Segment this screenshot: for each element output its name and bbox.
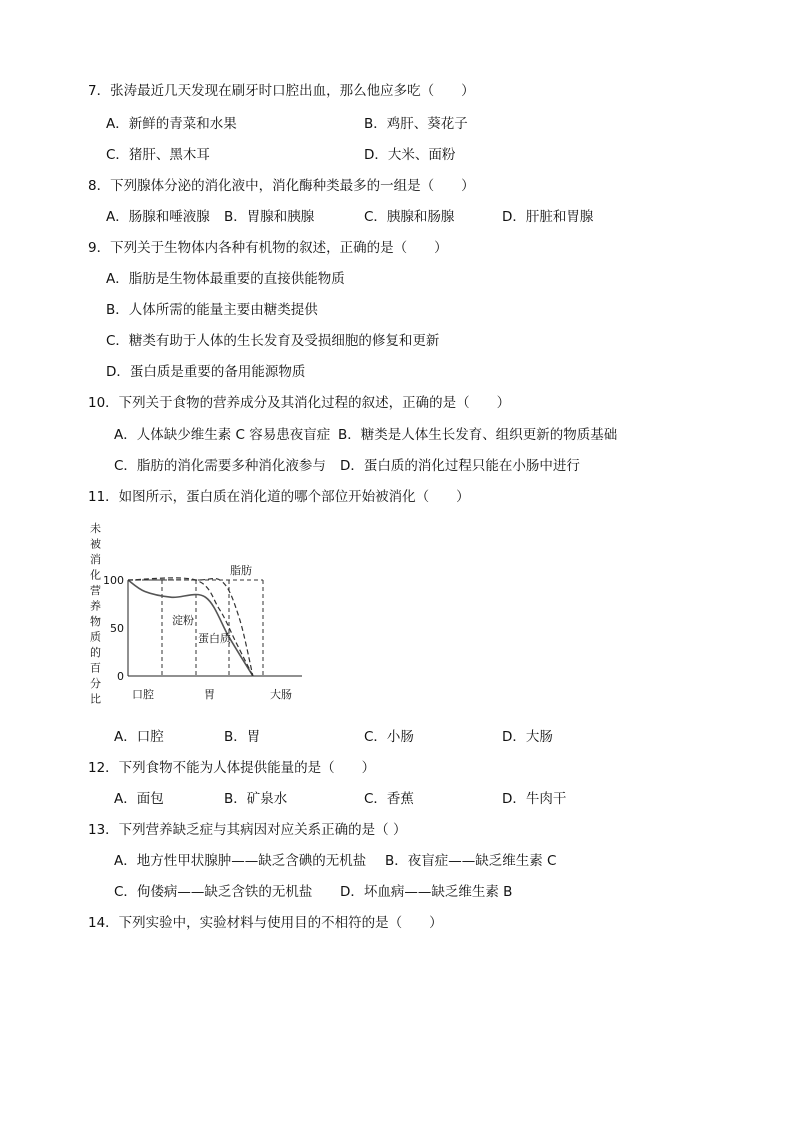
y-axis-label-char: 比	[90, 692, 101, 706]
y-axis-label-char: 养	[90, 599, 101, 613]
x-label-mouth: 口腔	[132, 688, 154, 701]
question-11-stem: 11．如图所示，蛋白质在消化道的哪个部位开始被消化（ ）	[88, 489, 470, 505]
question-8-option-c: C．胰腺和肠腺	[364, 209, 455, 225]
question-10-stem: 10．下列关于食物的营养成分及其消化过程的叙述，正确的是（ ）	[88, 395, 511, 411]
y-tick-label: 50	[110, 622, 124, 635]
question-7-option-b: B．鸡肝、葵花子	[364, 116, 468, 132]
y-axis-label-char: 质	[90, 630, 101, 644]
question-14-stem: 14．下列实验中，实验材料与使用目的不相符的是（ ）	[88, 915, 443, 931]
x-label-large-intestine: 大肠	[270, 688, 292, 701]
question-13-option-d: D．坏血病——缺乏维生素 B	[340, 884, 513, 900]
question-11-option-d: D．大肠	[502, 729, 553, 745]
question-9-stem: 9．下列关于生物体内各种有机物的叙述，正确的是（ ）	[88, 240, 448, 256]
question-9-option-a: A．脂肪是生物体最重要的直接供能物质	[106, 271, 345, 287]
fat-curve	[128, 579, 253, 676]
question-7-option-a: A．新鲜的青菜和水果	[106, 116, 237, 132]
question-11-option-a: A．口腔	[114, 729, 164, 745]
question-7-option-d: D．大米、面粉	[364, 147, 456, 163]
question-12-option-a: A．面包	[114, 791, 164, 807]
fat-label: 脂肪	[230, 564, 252, 577]
question-10-option-a: A．人体缺少维生素 C 容易患夜盲症	[114, 427, 331, 443]
question-11-option-c: C．小肠	[364, 729, 414, 745]
y-axis-label-char: 化	[90, 568, 101, 582]
question-12-stem: 12．下列食物不能为人体提供能量的是（ ）	[88, 760, 376, 776]
question-10-option-d: D．蛋白质的消化过程只能在小肠中进行	[340, 458, 580, 474]
question-13-option-c: C．佝偻病——缺乏含铁的无机盐	[114, 884, 313, 900]
digestion-chart	[80, 518, 320, 718]
y-axis-label-char: 消	[90, 553, 101, 566]
question-13-option-a: A．地方性甲状腺肿——缺乏含碘的无机盐	[114, 853, 367, 869]
question-10-option-b: B．糖类是人体生长发育、组织更新的物质基础	[338, 427, 618, 443]
y-axis-label-char: 被	[90, 537, 101, 551]
question-10-option-c: C．脂肪的消化需要多种消化液参与	[114, 458, 326, 474]
question-7-option-c: C．猪肝、黑木耳	[106, 147, 210, 163]
question-8-option-d: D．肝脏和胃腺	[502, 209, 594, 225]
y-tick-label: 100	[103, 574, 124, 587]
question-12-option-b: B．矿泉水	[224, 791, 288, 807]
question-12-option-d: D．牛肉干	[502, 791, 567, 807]
protein-label: 蛋白质	[198, 632, 231, 645]
starch-curve	[128, 580, 253, 676]
question-13-stem: 13．下列营养缺乏症与其病因对应关系正确的是（ ）	[88, 822, 407, 838]
y-axis-label-char: 物	[90, 615, 101, 628]
question-9-option-c: C．糖类有助于人体的生长发育及受损细胞的修复和更新	[106, 333, 440, 349]
y-axis-label-char: 的	[90, 646, 101, 659]
y-tick-label: 0	[117, 670, 124, 683]
y-axis-label	[90, 521, 101, 706]
y-axis-label-char: 分	[90, 677, 101, 690]
x-label-stomach: 胃	[204, 688, 215, 701]
question-12-option-c: C．香蕉	[364, 791, 414, 807]
question-9-option-b: B．人体所需的能量主要由糖类提供	[106, 302, 318, 318]
question-11-option-b: B．胃	[224, 729, 261, 745]
y-axis-label-char: 百	[90, 661, 101, 675]
starch-label: 淀粉	[172, 614, 194, 627]
question-9-option-d: D．蛋白质是重要的备用能源物质	[106, 364, 306, 380]
y-axis-label-char: 未	[90, 522, 101, 535]
question-8-option-a: A．肠腺和唾液腺	[106, 209, 210, 225]
question-7-stem: 7．张涛最近几天发现在刷牙时口腔出血，那么他应多吃（ ）	[88, 83, 475, 99]
question-8-option-b: B．胃腺和胰腺	[224, 209, 315, 225]
question-8-stem: 8．下列腺体分泌的消化液中，消化酶种类最多的一组是（ ）	[88, 178, 475, 194]
question-13-option-b: B．夜盲症——缺乏维生素 C	[385, 853, 557, 869]
y-axis-label-char: 营	[90, 584, 101, 597]
